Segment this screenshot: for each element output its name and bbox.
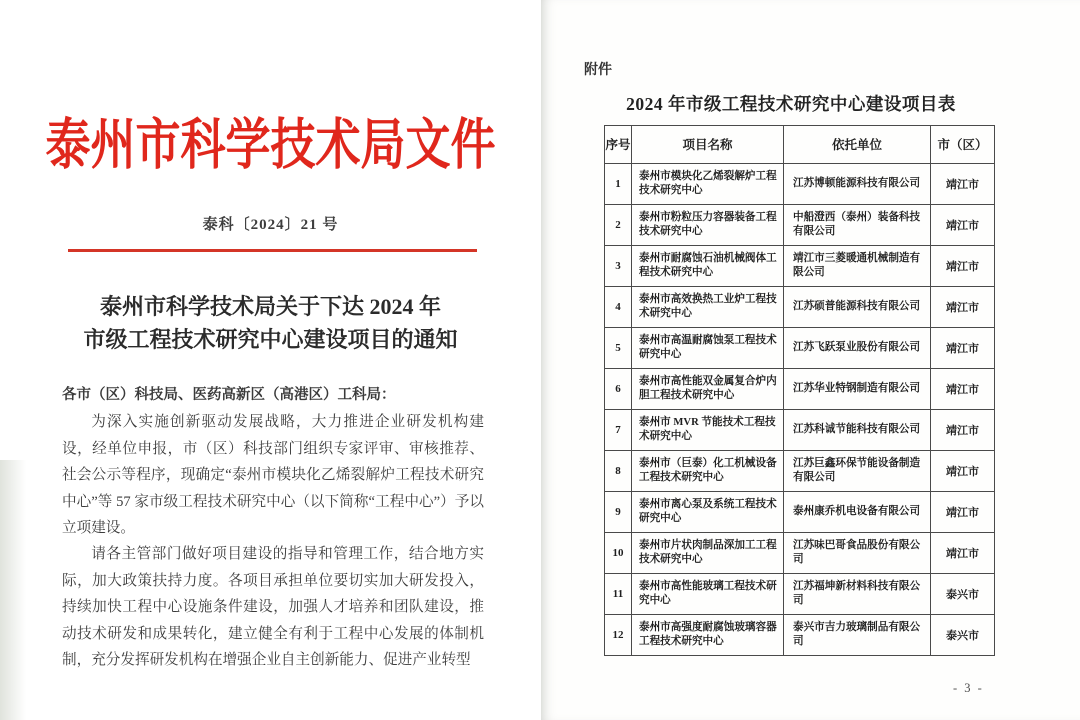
row-number-cell: 4 (605, 287, 632, 328)
page-edge-shadow (0, 460, 26, 720)
unit-name-cell: 中船澄西（泰州）装备科技有限公司 (784, 205, 931, 246)
attachment-label: 附件 (584, 63, 612, 78)
unit-name-cell: 江苏硕普能源科技有限公司 (784, 287, 931, 328)
row-number-cell: 5 (605, 328, 632, 369)
unit-name-cell: 江苏巨鑫环保节能设备制造有限公司 (784, 451, 931, 492)
district-cell: 靖江市 (931, 164, 995, 205)
district-cell: 靖江市 (931, 287, 995, 328)
table-row (605, 369, 995, 410)
project-name-cell: 泰州市高温耐腐蚀泵工程技术研究中心 (632, 328, 784, 369)
row-number-cell: 12 (605, 615, 632, 656)
unit-name-cell: 江苏科诚节能科技有限公司 (784, 410, 931, 451)
column-header-unit: 依托单位 (784, 126, 931, 164)
row-number-cell: 10 (605, 533, 632, 574)
table-row (605, 451, 995, 492)
table-row (605, 246, 995, 287)
table-row (605, 328, 995, 369)
project-name-cell: 泰州市粉粒压力容器装备工程技术研究中心 (632, 205, 784, 246)
district-cell: 靖江市 (931, 246, 995, 287)
row-number-cell: 1 (605, 164, 632, 205)
agency-title: 泰州市科学技术局文件 (45, 114, 496, 176)
project-name-cell: 泰州市高性能玻璃工程技术研究中心 (632, 574, 784, 615)
project-name-cell: 泰州市高性能双金属复合炉内胆工程技术研究中心 (632, 369, 784, 410)
district-cell: 靖江市 (931, 205, 995, 246)
table-row (605, 533, 995, 574)
project-name-cell: 泰州市耐腐蚀石油机械阀体工程技术研究中心 (632, 246, 784, 287)
row-number-cell: 11 (605, 574, 632, 615)
district-cell: 靖江市 (931, 492, 995, 533)
row-number-cell: 8 (605, 451, 632, 492)
notice-title (40, 290, 501, 356)
document-page-right (541, 0, 1080, 720)
district-cell: 靖江市 (931, 533, 995, 574)
table-row (605, 492, 995, 533)
body-paragraph-2: 请各主管部门做好项目建设的指导和管理工作，结合地方实际，加大政策扶持力度。各项目承担单位要切实加大研发投入，持续加快工程中心设施条件建设，加强人才培养和团队建设，推动技术研发和成果转化，建立健全有利于工程中心发展的体制机制，充分发挥研发机构在增强企业自主创新能力、促进产业转型 (62, 546, 484, 669)
table-title: 2024 年市级工程技术研究中心建设项目表 (626, 94, 956, 114)
projects-table-body (605, 164, 995, 656)
row-number-cell: 9 (605, 492, 632, 533)
project-name-cell: 泰州市高强度耐腐蚀玻璃容器工程技术研究中心 (632, 615, 784, 656)
body-paragraph-1: 为深入实施创新驱动发展战略，大力推进企业研发机构建设，经单位申报，市（区）科技部门组织专家评审、审核推荐、社会公示等程序，现确定“泰州市模块化乙烯裂解炉工程技术研究中心”等 57 家市级工程技术研究中心（以下简称“工程中心”）予以立项建设。 (62, 414, 484, 537)
unit-name-cell: 泰兴市吉力玻璃制品有限公司 (784, 615, 931, 656)
project-name-cell: 泰州市离心泵及系统工程技术研究中心 (632, 492, 784, 533)
page-number: - 3 - (953, 681, 984, 695)
table-row (605, 205, 995, 246)
projects-table (604, 125, 995, 656)
district-cell: 靖江市 (931, 451, 995, 492)
unit-name-cell: 江苏福坤新材料科技有限公司 (784, 574, 931, 615)
project-name-cell: 泰州市模块化乙烯裂解炉工程技术研究中心 (632, 164, 784, 205)
notice-title-line1: 泰州市科学技术局关于下达 2024 年 (99, 294, 441, 319)
table-row (605, 410, 995, 451)
document-number: 泰科〔2024〕21 号 (202, 217, 339, 233)
column-header-district: 市（区） (931, 126, 995, 164)
unit-name-cell: 靖江市三菱暖通机械制造有限公司 (784, 246, 931, 287)
row-number-cell: 3 (605, 246, 632, 287)
column-header-no: 序号 (605, 126, 632, 164)
projects-table-header (605, 126, 995, 164)
district-cell: 泰兴市 (931, 615, 995, 656)
table-row (605, 615, 995, 656)
red-divider-line (68, 249, 477, 252)
column-header-project: 项目名称 (632, 126, 784, 164)
table-row (605, 287, 995, 328)
district-cell: 泰兴市 (931, 574, 995, 615)
project-name-cell: 泰州市片状肉制品深加工工程技术研究中心 (632, 533, 784, 574)
district-cell: 靖江市 (931, 328, 995, 369)
row-number-cell: 6 (605, 369, 632, 410)
row-number-cell: 7 (605, 410, 632, 451)
table-row (605, 574, 995, 615)
projects-table-wrapper (604, 125, 995, 656)
district-cell: 靖江市 (931, 410, 995, 451)
project-name-cell: 泰州市（巨泰）化工机械设备工程技术研究中心 (632, 451, 784, 492)
project-name-cell: 泰州市 MVR 节能技术工程技术研究中心 (632, 410, 784, 451)
row-number-cell: 2 (605, 205, 632, 246)
unit-name-cell: 江苏华业特钢制造有限公司 (784, 369, 931, 410)
unit-name-cell: 江苏博顿能源科技有限公司 (784, 164, 931, 205)
unit-name-cell: 泰州康乔机电设备有限公司 (784, 492, 931, 533)
unit-name-cell: 江苏飞跃泵业股份有限公司 (784, 328, 931, 369)
unit-name-cell: 江苏味巴哥食品股份有限公司 (784, 533, 931, 574)
project-name-cell: 泰州市高效换热工业炉工程技术研究中心 (632, 287, 784, 328)
table-row (605, 164, 995, 205)
district-cell: 靖江市 (931, 369, 995, 410)
notice-title-line2: 市级工程技术研究中心建设项目的通知 (83, 327, 458, 352)
salutation: 各市（区）科技局、医药高新区（高港区）工科局： (62, 387, 396, 403)
